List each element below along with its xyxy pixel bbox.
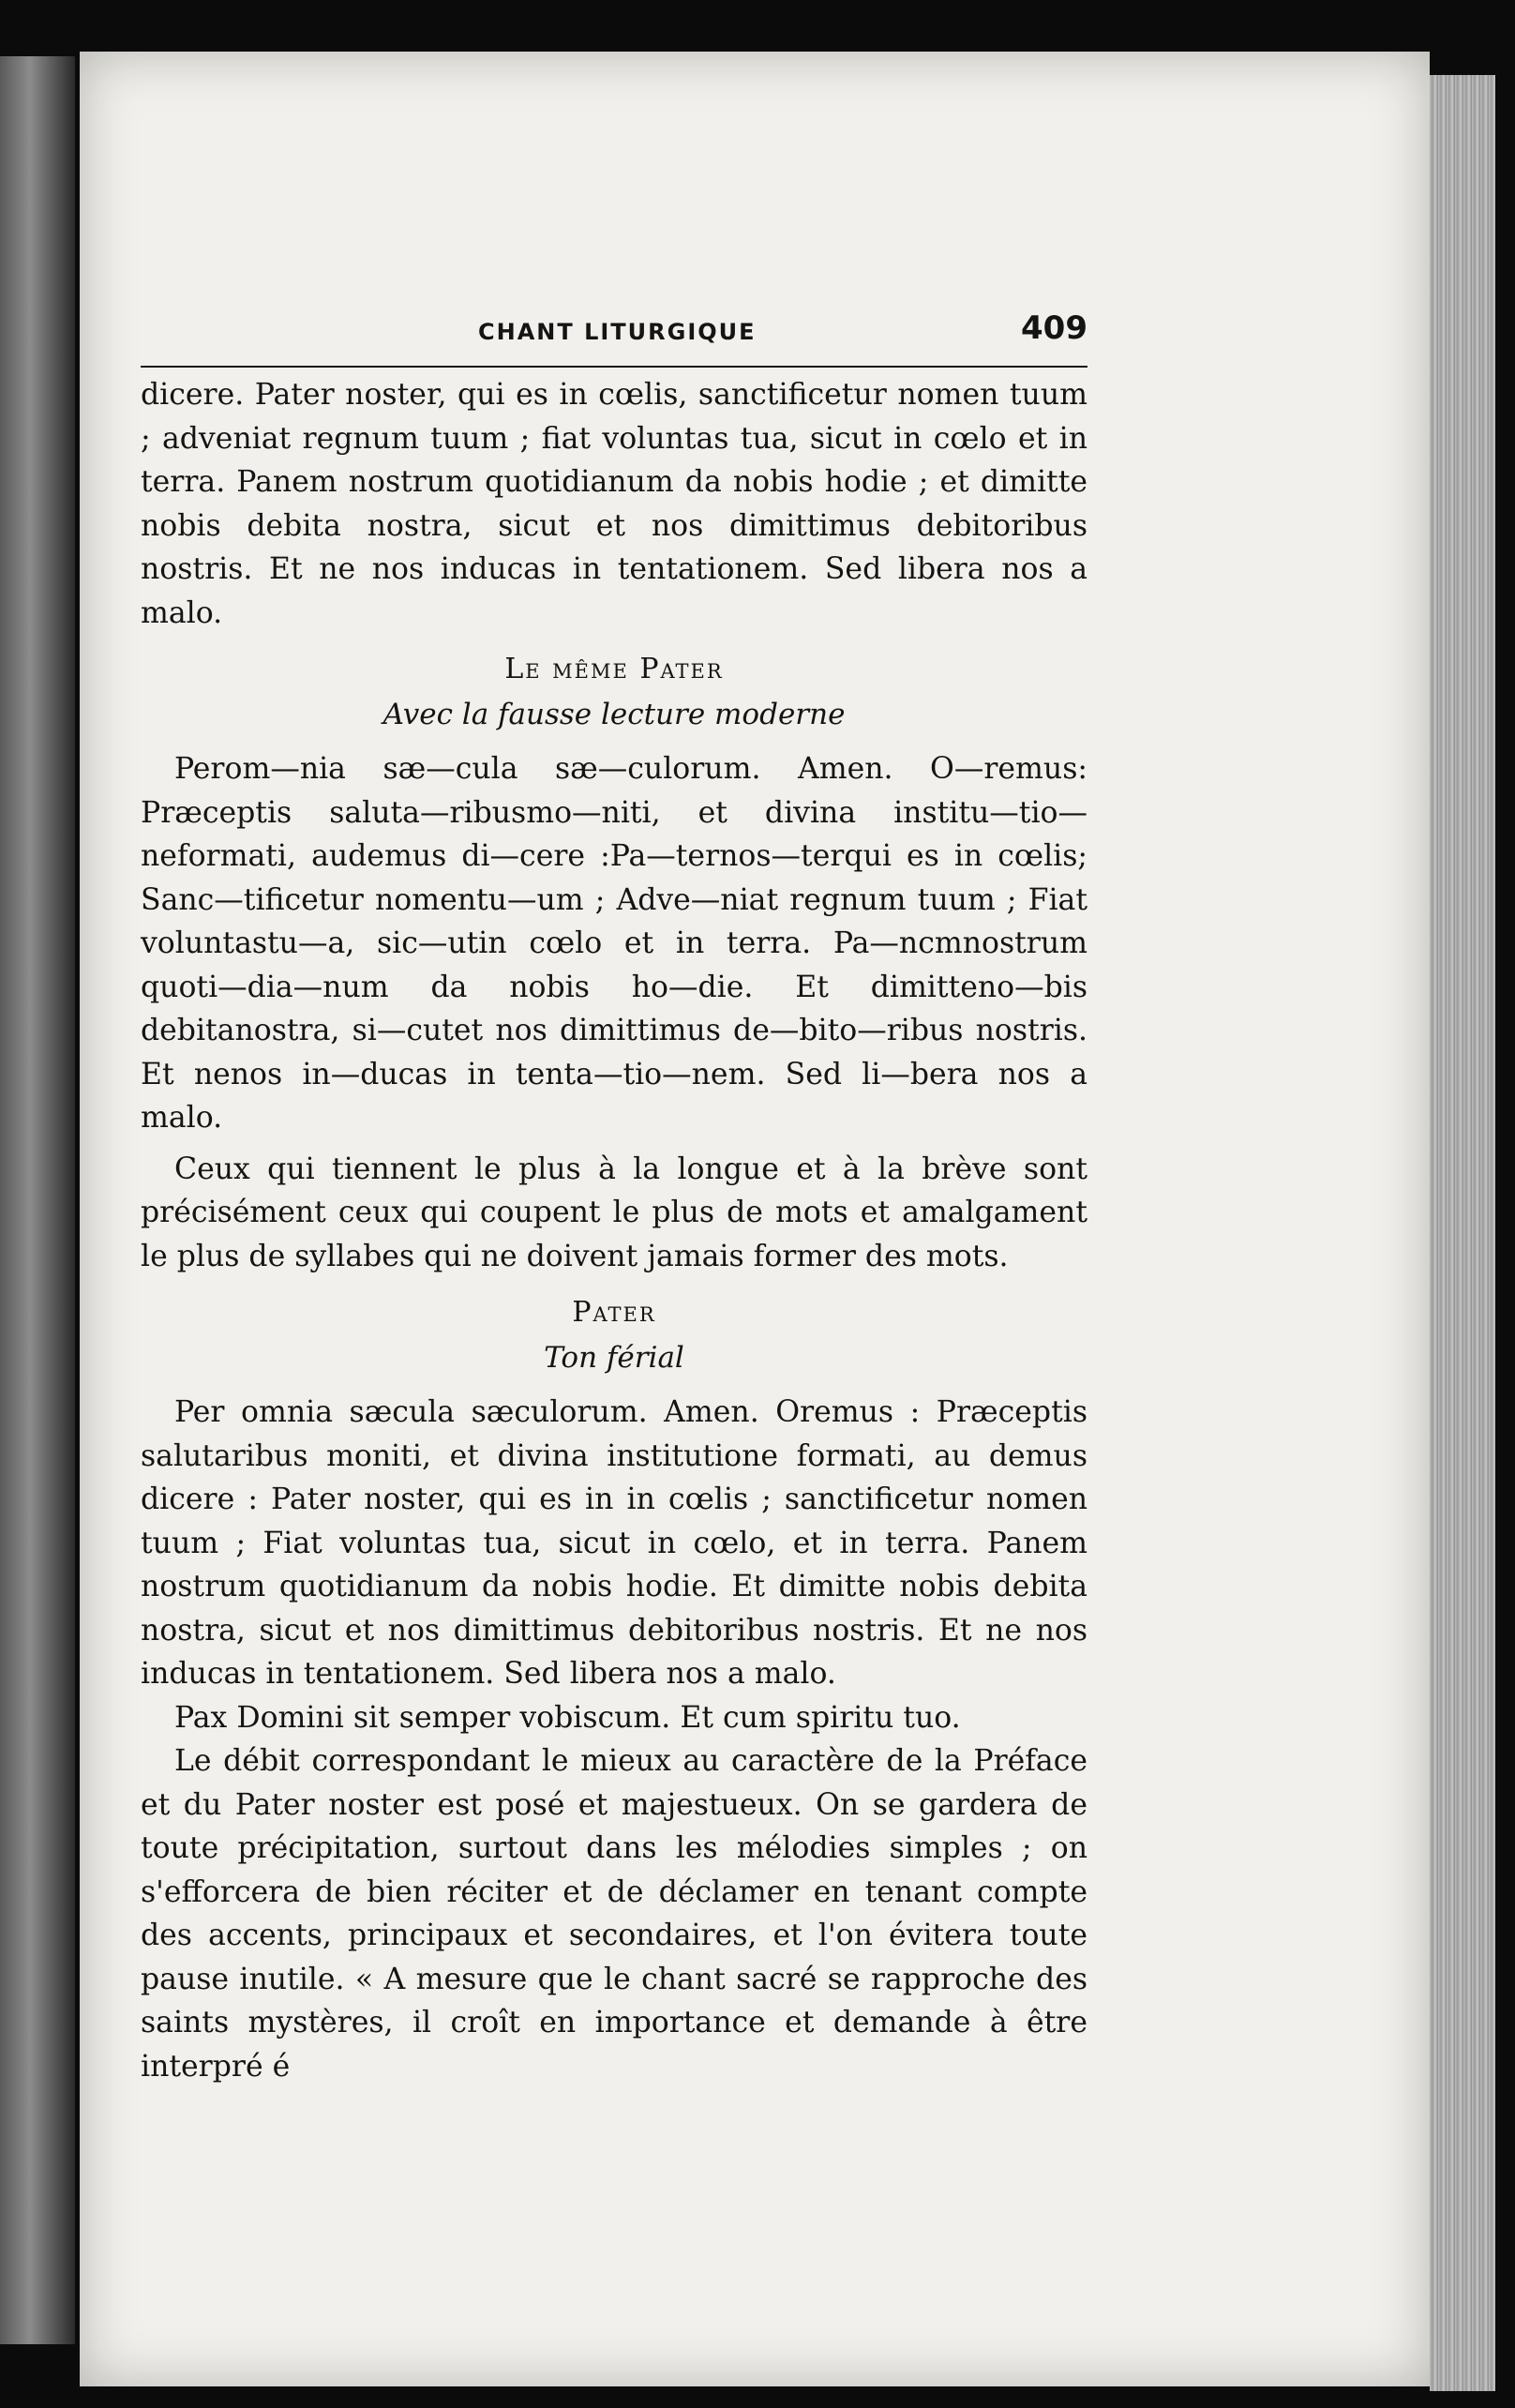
section-heading-meme-pater: Le même Pater bbox=[504, 653, 724, 685]
page-content bbox=[141, 309, 1088, 2088]
page-stack-edge bbox=[1430, 75, 1495, 2391]
paragraph-commentary: Ceux qui tiennent le plus à la longue et à la brève sont précisément ceux qui coupent le plus de mots et amalgament le plus de syllabes qui ne doivent jamais former des mots. bbox=[141, 1151, 1088, 1273]
section-heading-pater: Pater bbox=[572, 1296, 656, 1329]
paragraph-ton-ferial: Per omnia sæcula sæculorum. Amen. Oremus : Præceptis salutaribus moniti, et divina institutione formati, au demus dicere : Pater noster, qui es in in cœlis ; sanctificetur nomen tuum ; Fiat voluntas tua, sicut in cœlo, et in terra. Panem nostrum quotidianum da nobis hodie. Et dimitte nobis debita nostra, sicut et nos dimittimus debitoribus nostris. Et ne nos inducas in tentationem. Sed libera nos a malo. bbox=[141, 1395, 1088, 1691]
paragraph-pater-noster: dicere. Pater noster, qui es in cœlis, sanctificetur nomen tuum ; adveniat regnum tuum ; fiat voluntas tua, sicut in cœlo et in terra. Panem nostrum quotidianum da nobis hodie ; et dimitte nobis debita nostra, sicut et nos dimittimus debitoribus nostris. Et ne nos inducas in tentationem. Sed libera nos a malo. bbox=[141, 378, 1088, 630]
paragraph-debit: Le débit correspondant le mieux au caractère de la Préface et du Pater noster est posé et majestueux. On se gardera de toute précipitation, surtout dans les mélodies simples ; on s'efforcera de bien réciter et de déclamer en tenant compte des accents, principaux et secondaires, et l'on évitera toute pause inutile. « A mesure que le chant sacré se rapproche des saints mystères, il croît en importance et demande à être interpré é bbox=[141, 1744, 1088, 2084]
section-subheading-ton-ferial: Ton férial bbox=[544, 1341, 684, 1375]
paragraph-false-reading: Perom—nia sæ—cula sæ—culorum. Amen. O—remus: Præceptis saluta—ribusmo—niti, et divina institu—tio—neformati, audemus di—cere :Pa—ternos—terqui es in cœlis; Sanc—tificetur nomentu—um ; Adve—niat regnum tuum ; Fiat voluntastu—a, sic—utin cœlo et in terra. Pa—ncmnostrum quoti—dia—num da nobis ho—die. Et dimitteno—bis debitanostra, si—cutet nos dimittimus de—bito—ribus nostris. Et nenos in—ducas in tenta—tio—nem. Sed li—bera nos a malo. bbox=[141, 752, 1088, 1135]
paragraph-pax-domini: Pax Domini sit semper vobiscum. Et cum spiritu tuo. bbox=[174, 1700, 961, 1735]
adjacent-page-edge bbox=[0, 56, 75, 2344]
page-number: 409 bbox=[1021, 309, 1088, 347]
running-head bbox=[141, 309, 1088, 368]
running-title: CHANT LITURGIQUE bbox=[478, 319, 757, 345]
section-subheading-fausse-lecture: Avec la fausse lecture moderne bbox=[382, 698, 846, 731]
